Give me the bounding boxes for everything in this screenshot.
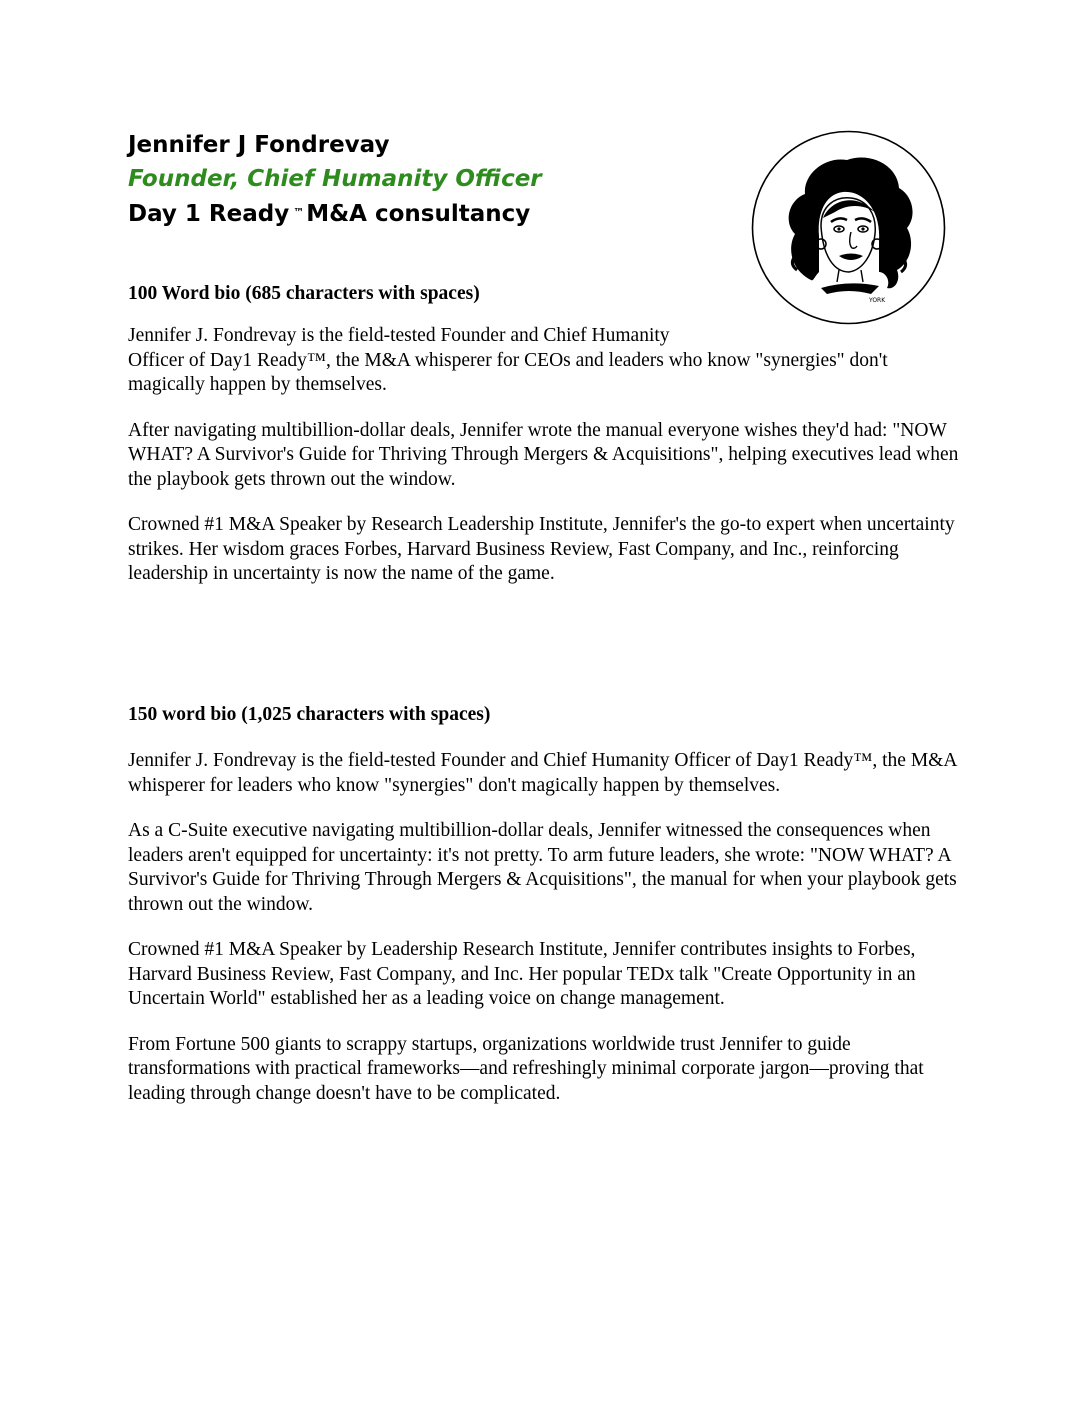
bio-100-paragraph-2: After navigating multibillion-dollar deals, Jennifer wrote the manual everyone wishes they'd had: "NOW WHAT? A Survivor's Guide for Thriving Through Mergers & Acquisitions", helping executives lead when the playbook gets thrown out the window. <box>128 419 959 490</box>
artist-signature: YORK <box>869 297 886 304</box>
company-line <box>128 196 728 231</box>
bio-100-paragraph-1 <box>128 324 968 398</box>
bio-100-paragraph-3: Crowned #1 M&A Speaker by Research Leadership Institute, Jennifer's the go-to expert when uncertainty strikes. Her wisdom graces Forbes, Harvard Business Review, Fast Company, and Inc., reinforcing leadership in uncertainty is now the name of the game. <box>128 514 955 584</box>
author-name: Jennifer J Fondrevay <box>128 132 390 158</box>
bio-150-paragraph-4: From Fortune 500 giants to scrappy startups, organizations worldwide trust Jennifer to guide transformations with practical frameworks—and refreshingly minimal corporate jargon—proving that leading through change doesn't have to be complicated. <box>128 1033 924 1104</box>
author-title: Founder, Chief Humanity Officer <box>128 166 542 192</box>
bio-100-heading: 100 Word bio (685 characters with spaces) <box>128 283 480 304</box>
document-header <box>128 128 728 231</box>
bio-150-paragraph-1: Jennifer J. Fondrevay is the field-tested Founder and Chief Humanity Officer of Day1 Ready™, the M&A whisperer for leaders who know "synergies" don't magically happen by themselves. <box>128 750 957 796</box>
bio-150-heading: 150 word bio (1,025 characters with spaces) <box>128 704 491 725</box>
bio-100-section <box>128 282 968 608</box>
bio-100-paragraph-1-line-1: Jennifer J. Fondrevay is the field-tested Founder and Chief Humanity <box>128 325 670 346</box>
trademark-mark: ™ <box>293 206 305 219</box>
bio-150-section <box>128 703 968 1127</box>
company-name: Day 1 Ready <box>128 201 290 227</box>
bio-100-paragraph-1-line-2: Officer of Day1 Ready™, the M&A whisperer for CEOs and leaders who know "synergies" don't magically happen by themselves. <box>128 349 888 395</box>
company-tagline: M&A consultancy <box>306 201 531 227</box>
bio-150-paragraph-3: Crowned #1 M&A Speaker by Leadership Research Institute, Jennifer contributes insights to Forbes, Harvard Business Review, Fast Company, and Inc. Her popular TEDx talk "Create Opportunity in an Uncertain World" established her as a leading voice on change management. <box>128 939 916 1009</box>
bio-150-paragraph-2: As a C-Suite executive navigating multibillion-dollar deals, Jennifer witnessed the consequences when leaders aren't equipped for uncertainty: it's not pretty. To arm future leaders, she wrote: "NOW WHAT? A Survivor's Guide for Thriving Through Mergers & Acquisitions", the manual for when your playbook gets thrown out the window. <box>128 820 957 915</box>
